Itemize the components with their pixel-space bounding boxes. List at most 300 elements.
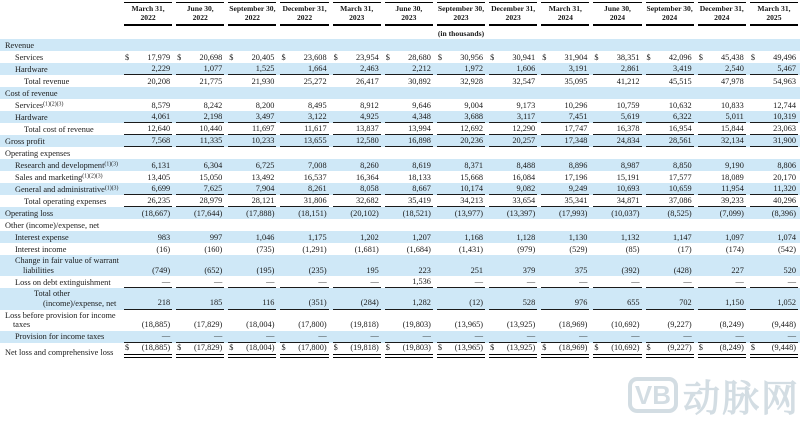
value-cell: 8,260 bbox=[360, 160, 379, 170]
value-cell: 28,979 bbox=[176, 196, 224, 208]
value-cell: 528 bbox=[489, 298, 537, 310]
value-cell: 25,272 bbox=[303, 76, 327, 86]
value-cell: 195 bbox=[366, 265, 379, 275]
value-cell: (12) bbox=[437, 298, 485, 310]
value-cell: 976 bbox=[541, 298, 589, 310]
column-header: September 30, 2022 bbox=[228, 2, 276, 26]
value-cell: $ (19,818) bbox=[333, 343, 381, 359]
row-label: Provision for income taxes bbox=[15, 332, 105, 342]
column-header: December 31, 2024 bbox=[698, 2, 746, 26]
value-cell: $ (9,448) bbox=[750, 343, 798, 359]
value-cell: — bbox=[437, 277, 485, 289]
value-cell: (9,227) bbox=[667, 320, 692, 330]
value-cell: 12,640 bbox=[124, 124, 172, 136]
value-cell: 30,892 bbox=[408, 76, 431, 86]
value-cell: 9,082 bbox=[489, 184, 537, 196]
value-cell: 31,900 bbox=[750, 136, 798, 148]
value-cell: 1,972 bbox=[437, 64, 485, 76]
row-label: Revenue bbox=[5, 40, 35, 50]
dollar-sign: $ bbox=[229, 52, 234, 62]
value-cell: 8,850 bbox=[673, 160, 692, 170]
value-cell: 9,646 bbox=[412, 100, 431, 110]
dollar-sign: $ bbox=[125, 342, 130, 352]
value-cell: — bbox=[541, 277, 589, 289]
dollar-sign: $ bbox=[542, 52, 547, 62]
value-cell: 1,525 bbox=[228, 64, 276, 76]
value-cell: 20,236 bbox=[437, 136, 485, 148]
value-cell: 34,213 bbox=[437, 196, 485, 208]
value-cell: 20,257 bbox=[489, 136, 537, 148]
value-cell: 10,296 bbox=[564, 100, 588, 110]
value-cell: 8,896 bbox=[568, 160, 588, 170]
value-cell: (17,993) bbox=[559, 208, 588, 218]
unit-note-row bbox=[0, 26, 800, 39]
value-cell: 3,688 bbox=[437, 112, 485, 124]
dollar-sign: $ bbox=[594, 342, 599, 352]
value-cell: $ 42,096 bbox=[646, 52, 692, 62]
dollar-sign: $ bbox=[437, 342, 443, 352]
value-cell: 251 bbox=[470, 265, 484, 275]
column-header-blank bbox=[2, 2, 120, 26]
value-cell: 6,725 bbox=[255, 160, 275, 170]
value-cell: — bbox=[124, 277, 172, 289]
value-cell: (10,037) bbox=[611, 208, 640, 218]
value-cell: 7,904 bbox=[228, 184, 276, 196]
row-label: Total operating expenses bbox=[24, 196, 107, 206]
value-cell: (13,397) bbox=[506, 208, 536, 218]
value-cell: 8,912 bbox=[360, 100, 379, 110]
row-label: Other (income)/expense, net bbox=[5, 220, 100, 230]
value-cell: — bbox=[333, 331, 381, 343]
value-cell: 40,296 bbox=[750, 196, 798, 208]
value-cell: 5,619 bbox=[593, 112, 641, 124]
value-cell: (17,644) bbox=[193, 208, 223, 218]
value-cell: (13,977) bbox=[454, 208, 484, 218]
table-row-hardware-revenue bbox=[0, 63, 800, 75]
value-cell: (85) bbox=[625, 244, 640, 254]
value-cell: (18,667) bbox=[141, 208, 171, 218]
table-row-services-cost bbox=[0, 99, 800, 111]
table-row-operating-expenses-section bbox=[0, 147, 800, 159]
column-header: March 31, 2023 bbox=[333, 2, 381, 26]
value-cell: 16,364 bbox=[355, 172, 379, 182]
value-cell: 10,659 bbox=[646, 184, 694, 196]
value-cell: 4,061 bbox=[124, 112, 172, 124]
value-cell: (351) bbox=[280, 298, 328, 310]
value-cell: — bbox=[750, 331, 798, 343]
value-cell: 1,606 bbox=[489, 64, 537, 76]
column-header: June 30, 2022 bbox=[176, 2, 224, 26]
value-cell: 2,463 bbox=[333, 64, 381, 76]
value-cell: (18,151) bbox=[298, 208, 327, 218]
value-cell: 12,580 bbox=[333, 136, 381, 148]
value-cell: 16,898 bbox=[385, 136, 433, 148]
value-cell: $ 23,608 bbox=[281, 52, 327, 62]
value-cell: 35,341 bbox=[541, 196, 589, 208]
value-cell: 185 bbox=[176, 298, 224, 310]
row-label: Change in fair value of warrant liabilities bbox=[15, 256, 119, 275]
value-cell: 8,495 bbox=[307, 100, 327, 110]
value-cell: 17,577 bbox=[668, 172, 692, 182]
value-cell: 8,242 bbox=[203, 100, 223, 110]
dollar-sign: $ bbox=[490, 342, 495, 352]
value-cell: 9,190 bbox=[725, 160, 744, 170]
value-cell: $ 17,979 bbox=[125, 52, 171, 62]
value-cell: 10,632 bbox=[668, 100, 692, 110]
value-cell: 3,419 bbox=[646, 64, 694, 76]
value-cell: (18,969) bbox=[559, 320, 588, 330]
value-cell: 15,844 bbox=[698, 124, 746, 136]
value-cell: $ (13,925) bbox=[489, 343, 537, 359]
row-label: Sales and marketing$^{(1)(2)(3)}$ bbox=[15, 172, 103, 182]
value-cell: (749) bbox=[152, 265, 171, 275]
value-cell: 9,004 bbox=[464, 100, 484, 110]
value-cell: — bbox=[593, 277, 641, 289]
value-cell: — bbox=[489, 331, 537, 343]
value-cell: 10,693 bbox=[593, 184, 641, 196]
value-cell: 16,537 bbox=[303, 172, 327, 182]
value-cell: 116 bbox=[228, 298, 276, 310]
value-cell: (8,396) bbox=[771, 208, 796, 218]
row-label: Total revenue bbox=[24, 76, 70, 86]
value-cell: — bbox=[698, 277, 746, 289]
value-cell: — bbox=[437, 331, 485, 343]
dollar-sign: $ bbox=[125, 52, 130, 62]
value-cell: (19,803) bbox=[402, 320, 431, 330]
value-cell: (195) bbox=[256, 265, 275, 275]
value-cell: 10,233 bbox=[228, 136, 276, 148]
value-cell: (1,681) bbox=[354, 244, 379, 254]
value-cell: $ 31,904 bbox=[542, 52, 588, 62]
value-cell: 223 bbox=[418, 265, 431, 275]
value-cell: (174) bbox=[725, 244, 744, 254]
unit-note: (in thousands) bbox=[437, 29, 485, 39]
column-header: March 31, 2022 bbox=[124, 2, 172, 26]
value-cell: 12,692 bbox=[437, 124, 485, 136]
value-cell: 11,697 bbox=[228, 124, 276, 136]
value-cell: 41,212 bbox=[616, 76, 640, 86]
dollar-sign: $ bbox=[698, 52, 703, 62]
dollar-sign: $ bbox=[333, 342, 338, 352]
column-header: June 30, 2024 bbox=[593, 2, 641, 26]
dollar-sign: $ bbox=[490, 52, 495, 62]
value-cell: 13,492 bbox=[251, 172, 275, 182]
value-cell: $ (18,004) bbox=[228, 343, 276, 359]
dollar-sign: $ bbox=[437, 52, 443, 62]
value-cell: 34,871 bbox=[593, 196, 641, 208]
dollar-sign: $ bbox=[177, 342, 182, 352]
value-cell: 13,837 bbox=[333, 124, 381, 136]
row-label: Interest expense bbox=[15, 232, 69, 242]
value-cell: — bbox=[750, 277, 798, 289]
column-header: March 31, 2024 bbox=[541, 2, 589, 26]
table-row-revenue-section bbox=[0, 39, 800, 51]
row-label: Services$^{(1)(2)(3)}$ bbox=[15, 100, 64, 110]
row-label: Services bbox=[15, 52, 44, 62]
table-row-research-and-development bbox=[0, 159, 800, 171]
value-cell: 1,536 bbox=[385, 277, 433, 289]
value-cell: — bbox=[280, 277, 328, 289]
value-cell: 1,046 bbox=[255, 232, 275, 242]
value-cell: 10,833 bbox=[721, 100, 744, 110]
value-cell: $ (9,227) bbox=[646, 343, 694, 359]
value-cell: 3,497 bbox=[228, 112, 276, 124]
value-cell: 18,133 bbox=[408, 172, 431, 182]
value-cell: 8,806 bbox=[777, 160, 796, 170]
value-cell: (284) bbox=[333, 298, 381, 310]
value-cell: (17) bbox=[677, 244, 692, 254]
table-row-total-cost-of-revenue bbox=[0, 123, 800, 135]
value-cell: 28,561 bbox=[646, 136, 694, 148]
value-cell: (428) bbox=[673, 265, 692, 275]
value-cell: 15,050 bbox=[199, 172, 223, 182]
value-cell: 13,994 bbox=[385, 124, 433, 136]
value-cell: 12,290 bbox=[489, 124, 537, 136]
value-cell: $ 45,438 bbox=[698, 52, 744, 62]
value-cell: 6,304 bbox=[203, 160, 223, 170]
value-cell: (17,800) bbox=[298, 320, 327, 330]
value-cell: (20,102) bbox=[350, 208, 379, 218]
value-cell: 1,128 bbox=[516, 232, 536, 242]
value-cell: 16,084 bbox=[512, 172, 536, 182]
value-cell: 20,170 bbox=[773, 172, 796, 182]
row-label: Operating expenses bbox=[5, 148, 71, 158]
value-cell: 11,335 bbox=[176, 136, 224, 148]
table-header-row bbox=[0, 2, 800, 26]
value-cell: 8,058 bbox=[333, 184, 381, 196]
dollar-sign: $ bbox=[281, 52, 286, 62]
value-cell: 1,168 bbox=[464, 232, 484, 242]
value-cell: 7,008 bbox=[307, 160, 327, 170]
value-cell: (13,925) bbox=[506, 320, 536, 330]
value-cell: (18,521) bbox=[402, 208, 431, 218]
financial-table bbox=[0, 2, 800, 358]
value-cell: 15,668 bbox=[460, 172, 484, 182]
row-label: General and administrative$^{(1)(3)}$ bbox=[15, 184, 119, 194]
value-cell: (18,004) bbox=[246, 320, 275, 330]
value-cell: 20,208 bbox=[147, 76, 171, 86]
value-cell: — bbox=[541, 331, 589, 343]
value-cell: — bbox=[280, 331, 328, 343]
value-cell: 227 bbox=[731, 265, 744, 275]
table-row-hardware-cost bbox=[0, 111, 800, 123]
value-cell: 17,196 bbox=[564, 172, 588, 182]
value-cell: 218 bbox=[124, 298, 172, 310]
value-cell: 702 bbox=[646, 298, 694, 310]
value-cell: (18,885) bbox=[141, 320, 171, 330]
value-cell: 8,488 bbox=[516, 160, 536, 170]
value-cell: 26,235 bbox=[124, 196, 172, 208]
table-row-interest-expense bbox=[0, 231, 800, 243]
value-cell: (542) bbox=[778, 244, 796, 254]
row-label: Cost of revenue bbox=[5, 88, 58, 98]
table-row-other-income-expense-section bbox=[0, 219, 800, 231]
value-cell: (735) bbox=[256, 244, 275, 254]
value-cell: 1,077 bbox=[176, 64, 224, 76]
value-cell: — bbox=[228, 277, 276, 289]
value-cell: (652) bbox=[204, 265, 223, 275]
value-cell: 21,775 bbox=[199, 76, 223, 86]
dollar-sign: $ bbox=[750, 342, 755, 352]
row-label: Hardware bbox=[15, 112, 48, 122]
row-label: Loss before provision for income taxes bbox=[5, 310, 116, 330]
value-cell: (160) bbox=[204, 244, 223, 254]
value-cell: (9,448) bbox=[771, 320, 796, 330]
value-cell: — bbox=[176, 331, 224, 343]
column-header: September 30, 2023 bbox=[437, 2, 485, 26]
value-cell: 10,440 bbox=[176, 124, 224, 136]
value-cell: 6,322 bbox=[646, 112, 694, 124]
value-cell: 1,202 bbox=[360, 232, 379, 242]
row-label: Interest income bbox=[15, 244, 67, 254]
table-row-loss-before-provision-for-income-taxes bbox=[0, 310, 800, 331]
table-row-sales-and-marketing bbox=[0, 171, 800, 183]
value-cell: 8,667 bbox=[385, 184, 433, 196]
value-cell: $ 49,496 bbox=[750, 52, 796, 62]
value-cell: 17,348 bbox=[541, 136, 589, 148]
row-label: Operating loss bbox=[5, 208, 54, 218]
value-cell: 35,095 bbox=[564, 76, 588, 86]
value-cell: 9,249 bbox=[541, 184, 589, 196]
value-cell: 35,419 bbox=[385, 196, 433, 208]
value-cell: 32,134 bbox=[698, 136, 746, 148]
value-cell: 11,617 bbox=[280, 124, 328, 136]
table-row-services-revenue bbox=[0, 51, 800, 63]
table-row-general-and-administrative bbox=[0, 183, 800, 195]
value-cell: 375 bbox=[574, 265, 588, 275]
watermark-site-name: 动脉网 bbox=[683, 378, 800, 419]
value-cell: 6,131 bbox=[151, 160, 171, 170]
dollar-sign: $ bbox=[542, 342, 547, 352]
value-cell: 17,747 bbox=[541, 124, 589, 136]
value-cell: 11,320 bbox=[750, 184, 798, 196]
value-cell: 7,451 bbox=[541, 112, 589, 124]
value-cell: 5,467 bbox=[750, 64, 798, 76]
row-label: Research and development$^{(1)(3)}$ bbox=[15, 160, 118, 170]
column-header: December 31, 2022 bbox=[280, 2, 328, 26]
value-cell: 10,319 bbox=[750, 112, 798, 124]
value-cell: (16) bbox=[156, 244, 171, 254]
table-row-total-revenue bbox=[0, 75, 800, 87]
value-cell: 7,568 bbox=[124, 136, 172, 148]
value-cell: (1,431) bbox=[458, 244, 484, 254]
value-cell: 997 bbox=[209, 232, 223, 242]
value-cell: — bbox=[333, 277, 381, 289]
value-cell: — bbox=[176, 277, 224, 289]
dollar-sign: $ bbox=[750, 52, 755, 62]
table-head bbox=[0, 2, 800, 39]
value-cell: $ (19,803) bbox=[385, 343, 433, 359]
row-label: Total other (income)/expense, net bbox=[34, 289, 117, 309]
dollar-sign: $ bbox=[698, 342, 703, 352]
row-label: Loss on debt extinguishment bbox=[15, 277, 111, 287]
column-header: December 31, 2023 bbox=[489, 2, 537, 26]
value-cell: 16,954 bbox=[646, 124, 694, 136]
value-cell: 26,417 bbox=[355, 76, 379, 86]
value-cell: 379 bbox=[522, 265, 536, 275]
value-cell: 8,371 bbox=[464, 160, 484, 170]
value-cell: 28,121 bbox=[228, 196, 276, 208]
table-row-provision-for-income-taxes bbox=[0, 331, 800, 343]
value-cell: 9,173 bbox=[516, 100, 536, 110]
value-cell: $ (10,692) bbox=[593, 343, 641, 359]
value-cell: 2,198 bbox=[176, 112, 224, 124]
watermark-vb-logo: VB bbox=[628, 377, 678, 414]
value-cell: 2,540 bbox=[698, 64, 746, 76]
value-cell: 45,515 bbox=[668, 76, 692, 86]
dollar-sign: $ bbox=[229, 342, 234, 352]
value-cell: 1,130 bbox=[568, 232, 588, 242]
value-cell: 47,978 bbox=[721, 76, 744, 86]
value-cell: 8,261 bbox=[280, 184, 328, 196]
value-cell: (8,249) bbox=[719, 320, 744, 330]
value-cell: (8,525) bbox=[667, 208, 692, 218]
value-cell: 10,759 bbox=[616, 100, 640, 110]
value-cell: (10,692) bbox=[611, 320, 640, 330]
value-cell: 16,378 bbox=[593, 124, 641, 136]
value-cell: 39,233 bbox=[698, 196, 746, 208]
dollar-sign: $ bbox=[594, 52, 599, 62]
value-cell: 32,928 bbox=[460, 76, 484, 86]
row-label: Hardware bbox=[15, 64, 48, 74]
value-cell: — bbox=[228, 331, 276, 343]
value-cell: — bbox=[646, 277, 694, 289]
value-cell: — bbox=[698, 331, 746, 343]
column-header: March 31, 2025 bbox=[750, 2, 798, 26]
table-row-change-in-fair-value-of-warrant-liabilities bbox=[0, 255, 800, 276]
table-body bbox=[0, 39, 800, 358]
value-cell: — bbox=[489, 277, 537, 289]
table-row-operating-loss bbox=[0, 207, 800, 219]
value-cell: 4,348 bbox=[385, 112, 433, 124]
value-cell: $ (17,800) bbox=[280, 343, 328, 359]
value-cell: — bbox=[593, 331, 641, 343]
value-cell: (1,291) bbox=[302, 244, 327, 254]
dollar-sign: $ bbox=[646, 342, 651, 352]
value-cell: 8,619 bbox=[412, 160, 431, 170]
dollar-sign: $ bbox=[281, 342, 286, 352]
value-cell: $ 30,956 bbox=[437, 52, 484, 62]
value-cell: 983 bbox=[157, 232, 171, 242]
watermark bbox=[628, 368, 800, 422]
value-cell: 8,579 bbox=[151, 100, 171, 110]
column-header: June 30, 2023 bbox=[385, 2, 433, 26]
value-cell: 1,664 bbox=[280, 64, 328, 76]
value-cell: (17,888) bbox=[246, 208, 275, 218]
value-cell: 520 bbox=[783, 265, 796, 275]
value-cell: 1,150 bbox=[698, 298, 746, 310]
value-cell: 1,175 bbox=[307, 232, 327, 242]
table-row-gross-profit bbox=[0, 135, 800, 147]
value-cell: 3,191 bbox=[541, 64, 589, 76]
value-cell: 54,963 bbox=[773, 76, 796, 86]
value-cell: 31,806 bbox=[280, 196, 328, 208]
value-cell: 32,547 bbox=[512, 76, 536, 86]
table-row-loss-on-debt-extinguishment bbox=[0, 276, 800, 288]
value-cell: 1,097 bbox=[725, 232, 744, 242]
dollar-sign: $ bbox=[385, 52, 390, 62]
value-cell: — bbox=[385, 331, 433, 343]
dollar-sign: $ bbox=[385, 342, 390, 352]
value-cell: 1,282 bbox=[385, 298, 433, 310]
value-cell: 8,200 bbox=[255, 100, 275, 110]
table-row-total-operating-expenses bbox=[0, 195, 800, 207]
value-cell: (979) bbox=[517, 244, 536, 254]
value-cell: 18,089 bbox=[721, 172, 744, 182]
value-cell: $ 20,698 bbox=[177, 52, 223, 62]
value-cell: 24,834 bbox=[593, 136, 641, 148]
value-cell: 15,191 bbox=[616, 172, 640, 182]
